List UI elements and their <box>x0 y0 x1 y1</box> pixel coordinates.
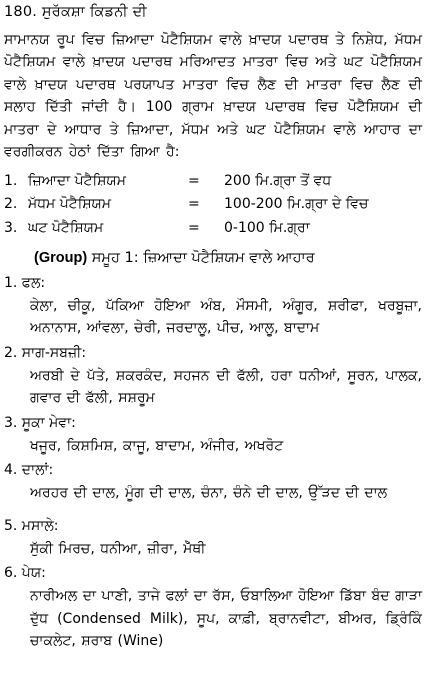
category-beverages <box>4 562 422 653</box>
category-pulses <box>4 459 422 505</box>
level-name: ਜ਼ਿਆਦਾ ਪੋਟੈਸ਼ਿਯਮ <box>28 172 126 189</box>
category-items: ਅਰਹਰ ਦੀ ਦਾਲ, ਮੂੰਗ ਦੀ ਦਾਲ, ਚੰਨਾ, ਚੰਨੇ ਦੀ ਦਾਲ, ਉੱੜਦ ਦੀ ਦਾਲ <box>30 485 388 501</box>
level-number: 3. <box>4 219 18 236</box>
group-heading-english: (Group) <box>34 250 88 266</box>
level-range: 0-100 ਮਿ.ਗ੍ਰਾ <box>224 219 310 236</box>
page-title: 180. ਸੁਰੱਕਸ਼ਾ ਕਿਡਨੀ ਦੀ <box>4 4 147 20</box>
group-heading-punjabi: ਸਮੂਹ 1: ਜ਼ਿਆਦਾ ਪੋਟੈਸ਼ਿਯਮ ਵਾਲੇ ਆਹਾਰ <box>87 250 315 266</box>
level-number: 2. <box>4 196 18 212</box>
category-fruits <box>4 272 422 340</box>
document-page <box>0 1 430 681</box>
category-title: 4. ਦਾਲਾਂ: <box>4 462 54 478</box>
category-title: 2. ਸਾਗ-ਸਬਜ਼ੀ: <box>4 344 87 361</box>
category-items: ਸੁੱਕੀ ਮਿਰਚ, ਧਨੀਆ, ਜ਼ੀਰਾ, ਮੇੱਥੀ <box>30 540 206 557</box>
category-title: 6. ਪੇਯ: <box>4 565 46 581</box>
category-vegetables <box>4 342 422 410</box>
level-range: 200 ਮਿ.ਗ੍ਰਾ ਤੋਂ ਵਧ <box>224 172 332 189</box>
category-items: ਖਜੂਰ, ਕਿਸ਼ਮਿਸ਼, ਕਾਜੂ, ਬਾਦਾਮ, ਅੰਜੀਰ, ਅਖਰੋਟ <box>30 437 284 454</box>
level-row-medium <box>4 193 422 217</box>
category-items: ਅਰਬੀ ਦੇ ਪੱਤੇ, ਸ਼ਕਰਕੰਦ, ਸਹਜਨ ਦੀ ਫੱਲੀ, ਹਰਾ ਧਨੀਆਂ, ਸੂਰਨ, ਪਾਲਕ, ਗਵਾਰ ਦੀ ਫੱਲੀ, ਸਸ਼ਰੂਮ <box>30 367 422 406</box>
category-spices <box>4 515 422 561</box>
level-equals: = <box>188 172 200 189</box>
group-heading <box>34 247 422 270</box>
category-title: 1. ਫਲ: <box>4 274 46 291</box>
category-title: 3. ਸੂਕਾ ਮੇਵਾ: <box>4 414 76 431</box>
level-equals: = <box>188 219 200 236</box>
intro-paragraph: ਸਾਮਾਨਯ ਰੂਪ ਵਿਚ ਜ਼ਿਆਦਾ ਪੋਟੈਸ਼ਿਯਮ ਵਾਲੇ ਖ਼ਾਦਯ ਪਦਾਰਥ ਤੇ ਨਿਸ਼ੇਧ, ਮੱਧਮ ਪੋਟੈਸ਼ਿਯਮ ਵਾਲੇ ਖ਼ਾਦਯ ਪਦਾਰਥ ਮਰਿਆਦਤ ਮਾਤਰਾ ਵਿਚ ਅਤੇ ਘਟ ਪੋਟੈਸ਼ਿਯਮ ਵਾਲੇ ਖ਼ਾਦਯ ਪਦਾਰਥ ਪਰਯਾਪਤ ਮਾਤਰਾ ਵਿਚ ਲੈਣ ਦੀ ਮਾਤਰਾ ਵਿਚ ਲੈਣ ਦੀ ਸਲਾਹ ਦਿੱਤੀ ਜਾਂਦੀ ਹੈ। 100 ਗ੍ਰਾਮ ਖ਼ਾਦਯ ਪਦਾਰਥ ਵਿਚ ਪੋਟੈਸ਼ਿਯਮ ਦੀ ਮਾਤਰਾ ਦੇ ਆਧਾਰ ਤੇ ਜ਼ਿਆਦਾ, ਮੱਧਮ ਅਤੇ ਘਟ ਪੋਟੈਸ਼ਿਯਮ ਵਾਲੇ ਆਹਾਰ ਦਾ ਵਰਗੀਕਰਨ ਹੇਠਾਂ ਦਿੱਤਾ ਗਿਆ ਹੈ: <box>4 31 422 160</box>
level-equals: = <box>188 196 200 212</box>
spacer <box>4 505 422 513</box>
level-name: ਮੱਧਮ ਪੋਟੈਸ਼ਿਯਮ <box>28 196 112 212</box>
level-number: 1. <box>4 172 18 189</box>
category-title: 5. ਮਸਾਲੇ: <box>4 517 59 534</box>
level-row-high <box>4 170 422 194</box>
level-row-low <box>4 217 422 241</box>
potassium-levels-list <box>4 170 422 241</box>
level-name: ਘਟ ਪੋਟੈਸ਼ਿਯਮ <box>28 219 104 236</box>
category-items: ਨਾਰੀਅਲ ਦਾ ਪਾਣੀ, ਤਾਜੇ ਫਲਾਂ ਦਾ ਰੱਸ, ਓਬਾਲਿਆ ਹੋਇਆ ਡਿੱਬਾ ਬੰਦ ਗਾੜਾ ਦੁੱਧ (Condensed Milk), ਸੂਪ, ਕਾਫ਼ੀ, ਬ੍ਰਾਨਵੀਟਾ, ਬੀਅਰ, ਡ੍ਰਿੰਕਿੰ ਚਾਕਲੇਟ, ਸ਼ਰਾਬ (Wine) <box>30 588 422 649</box>
category-items: ਕੇਲਾ, ਚੀਕੂ, ਪੱਕਿਆ ਹੋਇਆ ਅੰਬ, ਮੌਸਮੀ, ਅੰਗੂਰ, ਸ਼ਰੀਫਾ, ਖਰਬੂਜ਼ਾ, ਅਨਾਨਾਸ, ਆਂਵਲਾ, ਚੇਰੀ, ਜਰਦਾਲੂ, ਪੀਚ, ਆਲੂ, ਬਾਦਾਮ <box>30 297 422 336</box>
category-dry-fruits <box>4 412 422 458</box>
level-range: 100-200 ਮਿ.ਗ੍ਰਾ ਦੇ ਵਿਚ <box>224 196 369 212</box>
